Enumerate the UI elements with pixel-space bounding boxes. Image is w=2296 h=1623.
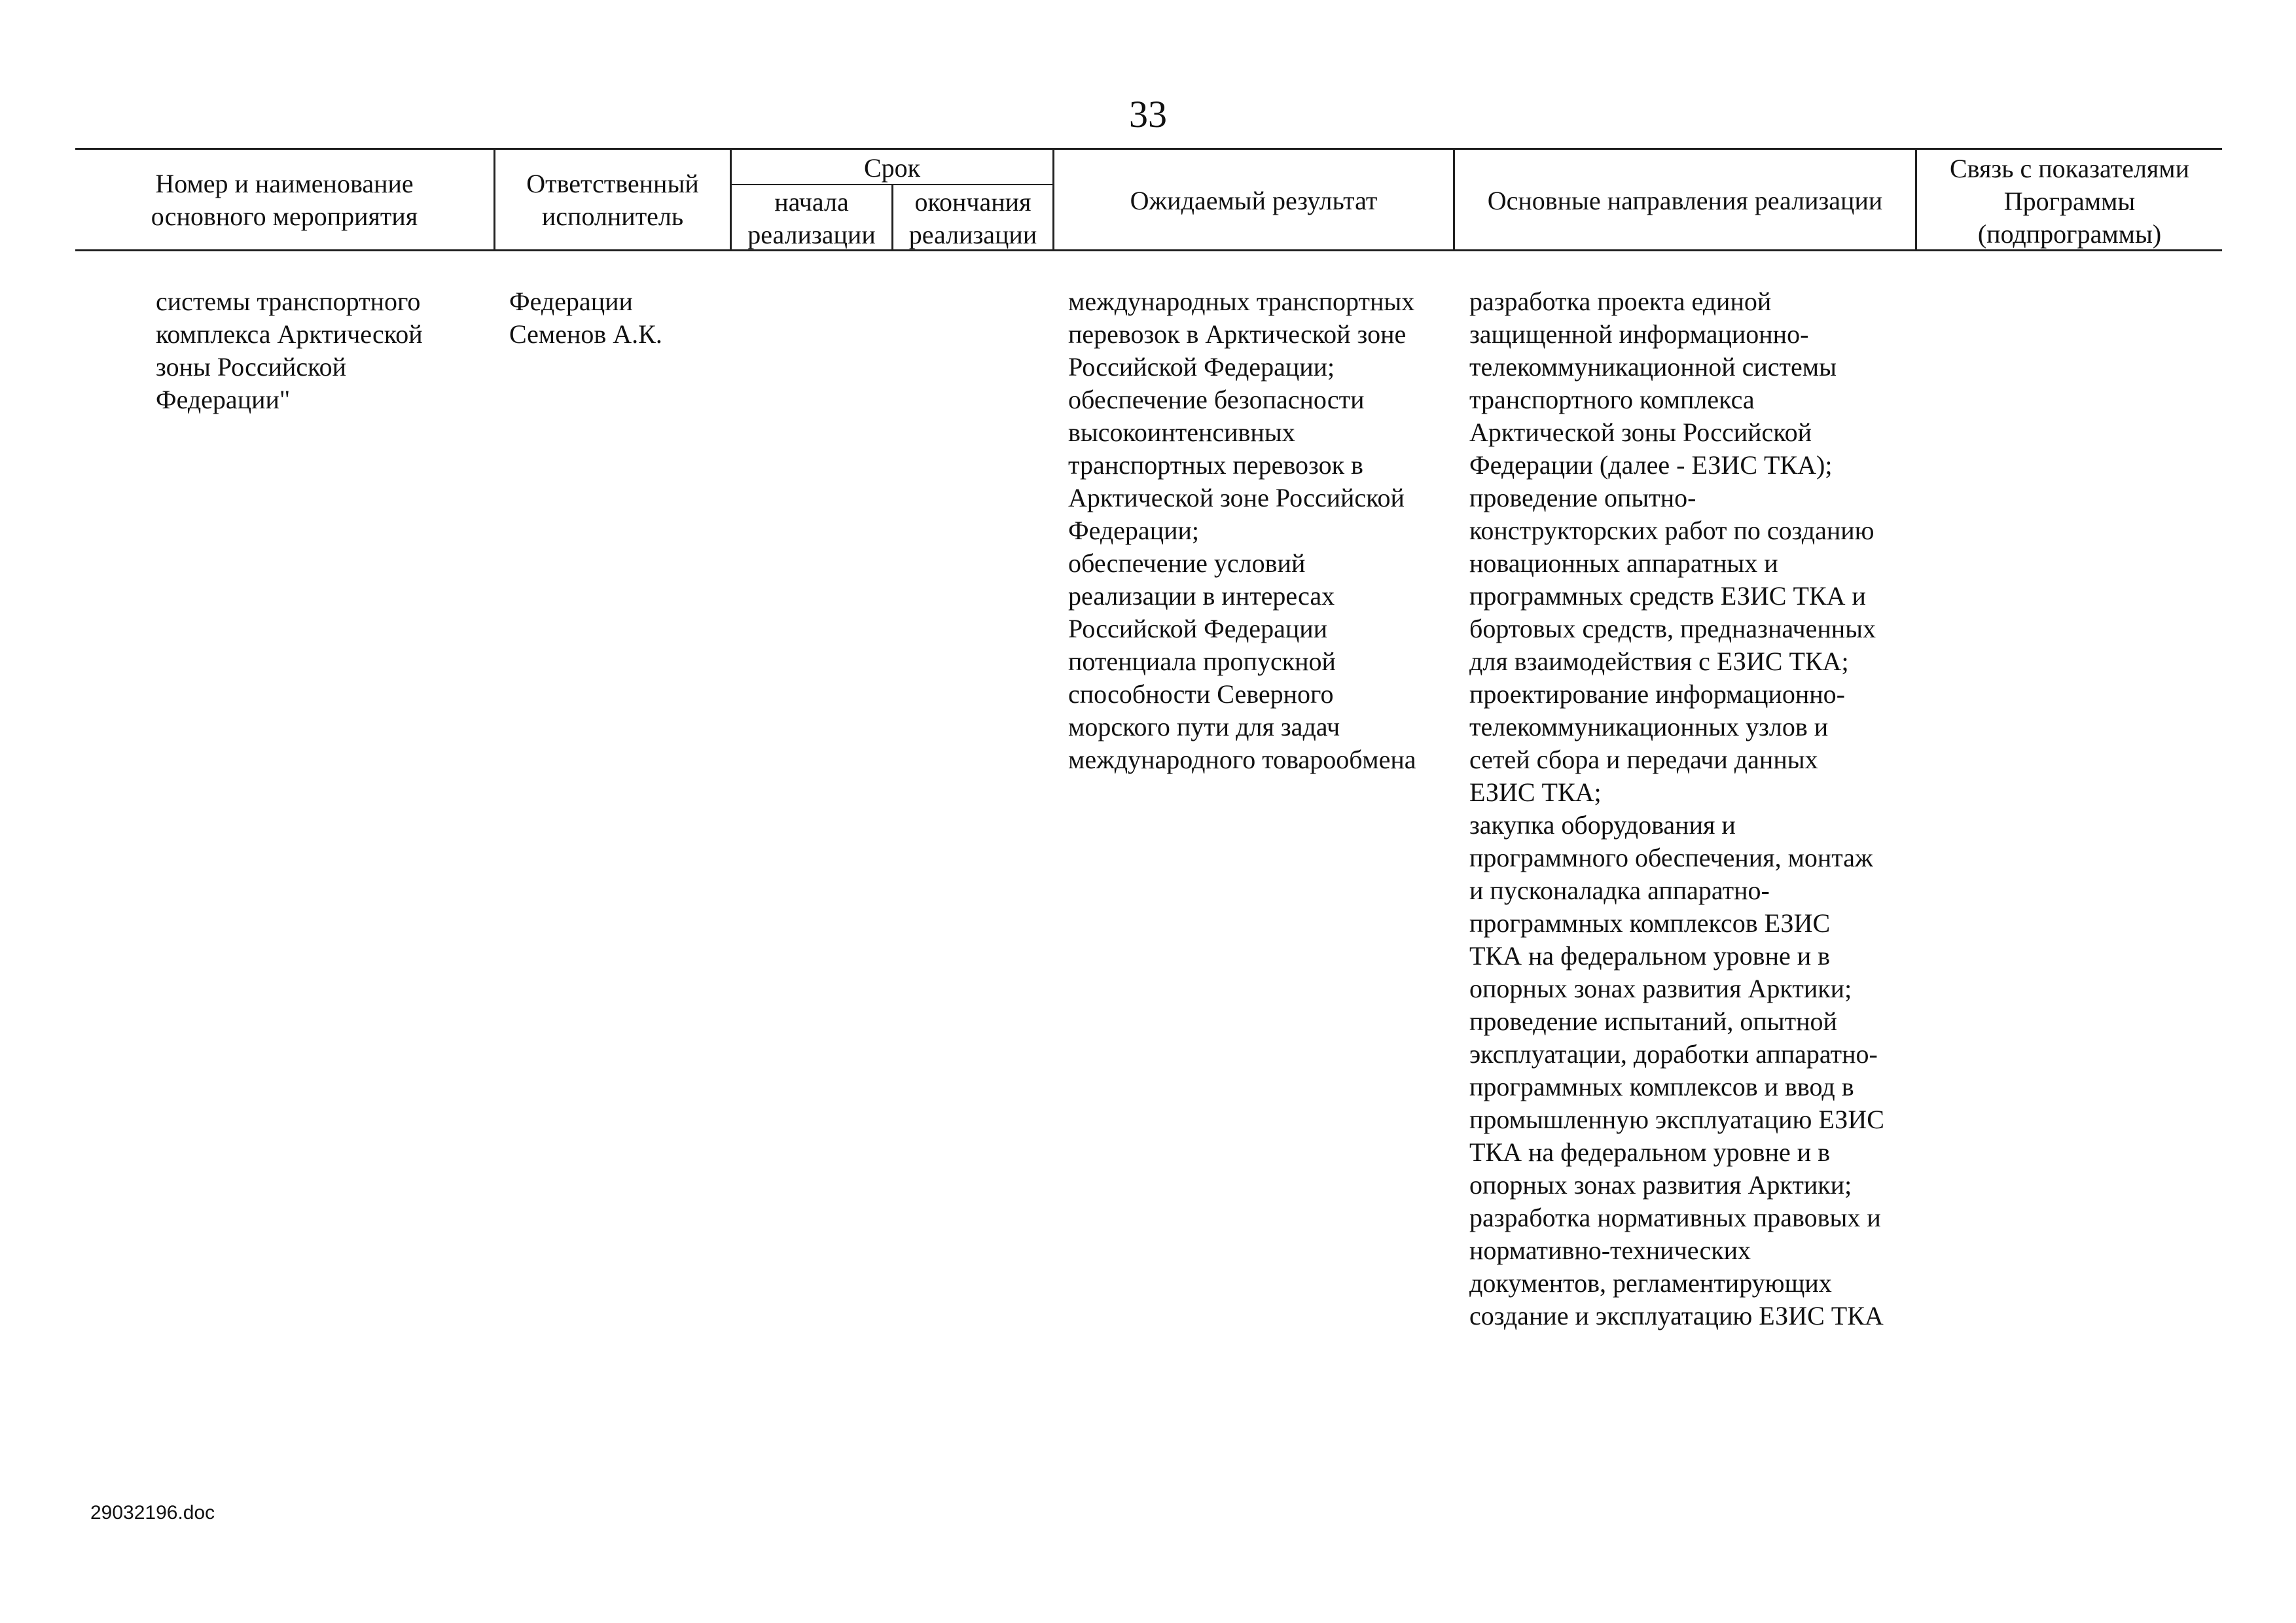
header-name-line-1: Номер и наименование — [155, 169, 414, 198]
directions-line: бортовых средств, предназначенных — [1469, 614, 1876, 643]
directions-line: Арктической зоны Российской — [1469, 418, 1812, 447]
header-term-end — [893, 186, 1052, 251]
result-line: морского пути для задач — [1068, 712, 1340, 741]
directions-line: промышленную эксплуатацию ЕЗИС — [1469, 1105, 1884, 1134]
header-start-line-2: реализации — [747, 220, 876, 249]
directions-line: проектирование информационно- — [1469, 679, 1845, 709]
directions-line: документов, регламентирующих — [1469, 1268, 1832, 1298]
result-line: реализации в интересах — [1068, 581, 1335, 611]
result-line: обеспечение условий — [1068, 548, 1306, 578]
directions-line: программных комплексов и ввод в — [1469, 1072, 1854, 1101]
directions-line: телекоммуникационной системы — [1469, 352, 1837, 382]
directions-line: опорных зонах развития Арктики; — [1469, 1170, 1852, 1200]
directions-line: для взаимодействия с ЕЗИС ТКА; — [1469, 647, 1849, 676]
activity-name-line: зоны Российской — [156, 352, 346, 382]
header-term-start — [732, 186, 891, 251]
directions-line: и пусконаладка аппаратно- — [1469, 876, 1770, 905]
directions-line: программных средств ЕЗИС ТКА и — [1469, 581, 1866, 611]
header-link — [1917, 152, 2222, 251]
result-line: высокоинтенсивных — [1068, 418, 1295, 447]
directions-line: программных комплексов ЕЗИС — [1469, 908, 1831, 938]
footer-filename: 29032196.doc — [90, 1502, 215, 1524]
result-line: Российской Федерации; — [1068, 352, 1335, 382]
result-line: способности Северного — [1068, 679, 1334, 709]
cell-activity-name — [156, 285, 423, 416]
header-term: Срок — [863, 153, 921, 183]
header-link-line-2: Программы — [2003, 187, 2136, 216]
header-executor-line-1: Ответственный — [526, 169, 699, 198]
executor-line: Федерации — [509, 287, 633, 316]
header-executor — [495, 168, 730, 233]
header-link-line-1: Связь с показателями — [1949, 154, 2190, 183]
header-link-line-3: (подпрограммы) — [1977, 219, 2162, 249]
directions-line: телекоммуникационных узлов и — [1469, 712, 1829, 741]
header-start-line-1: начала — [774, 187, 849, 217]
header-name-line-2: основного мероприятия — [151, 202, 418, 231]
header-directions: Основные направления реализации — [1487, 186, 1883, 215]
result-line: потенциала пропускной — [1068, 647, 1336, 676]
directions-line: конструкторских работ по созданию — [1469, 516, 1874, 545]
directions-line: Федерации (далее - ЕЗИС ТКА); — [1469, 450, 1833, 480]
header-executor-line-2: исполнитель — [541, 202, 684, 231]
directions-line: сетей сбора и передачи данных — [1469, 745, 1818, 774]
directions-line: разработка проекта единой — [1469, 287, 1772, 316]
table-top-rule — [75, 148, 2222, 150]
result-line: Федерации; — [1068, 516, 1200, 545]
header-name — [75, 168, 493, 233]
directions-line: нормативно-технических — [1469, 1236, 1751, 1265]
directions-line: новационных аппаратных и — [1469, 548, 1778, 578]
directions-line: программного обеспечения, монтаж — [1469, 843, 1873, 872]
directions-line: защищенной информационно- — [1469, 319, 1809, 349]
result-line: перевозок в Арктической зоне — [1068, 319, 1407, 349]
activity-name-line: системы транспортного — [156, 287, 421, 316]
directions-line: закупка оборудования и — [1469, 810, 1736, 840]
directions-line: опорных зонах развития Арктики; — [1469, 974, 1852, 1003]
cell-executor — [509, 285, 662, 351]
cell-directions — [1469, 285, 1884, 1332]
directions-line: проведение опытно- — [1469, 483, 1696, 512]
page-number: 33 — [1129, 93, 1167, 135]
result-line: международных транспортных — [1068, 287, 1415, 316]
directions-line: разработка нормативных правовых и — [1469, 1203, 1881, 1232]
header-result: Ожидаемый результат — [1130, 186, 1378, 215]
directions-line: ТКА на федеральном уровне и в — [1469, 1137, 1831, 1167]
cell-expected-result — [1068, 285, 1416, 776]
result-line: обеспечение безопасности — [1068, 385, 1365, 414]
directions-line: транспортного комплекса — [1469, 385, 1755, 414]
result-line: Арктической зоне Российской — [1068, 483, 1405, 512]
activity-name-line: Федерации" — [156, 385, 291, 414]
header-end-line-2: реализации — [908, 220, 1037, 249]
directions-line: создание и эксплуатацию ЕЗИС ТКА — [1469, 1301, 1884, 1330]
directions-line: ТКА на федеральном уровне и в — [1469, 941, 1831, 971]
directions-line: эксплуатации, доработки аппаратно- — [1469, 1039, 1878, 1069]
result-line: Российской Федерации — [1068, 614, 1328, 643]
header-end-line-1: окончания — [914, 187, 1031, 217]
directions-line: проведение испытаний, опытной — [1469, 1007, 1837, 1036]
activity-name-line: комплекса Арктической — [156, 319, 423, 349]
header-bottom-rule — [75, 249, 2222, 251]
result-line: транспортных перевозок в — [1068, 450, 1363, 480]
result-line: международного товарообмена — [1068, 745, 1416, 774]
executor-line: Семенов А.К. — [509, 319, 662, 349]
directions-line: ЕЗИС ТКА; — [1469, 777, 1602, 807]
